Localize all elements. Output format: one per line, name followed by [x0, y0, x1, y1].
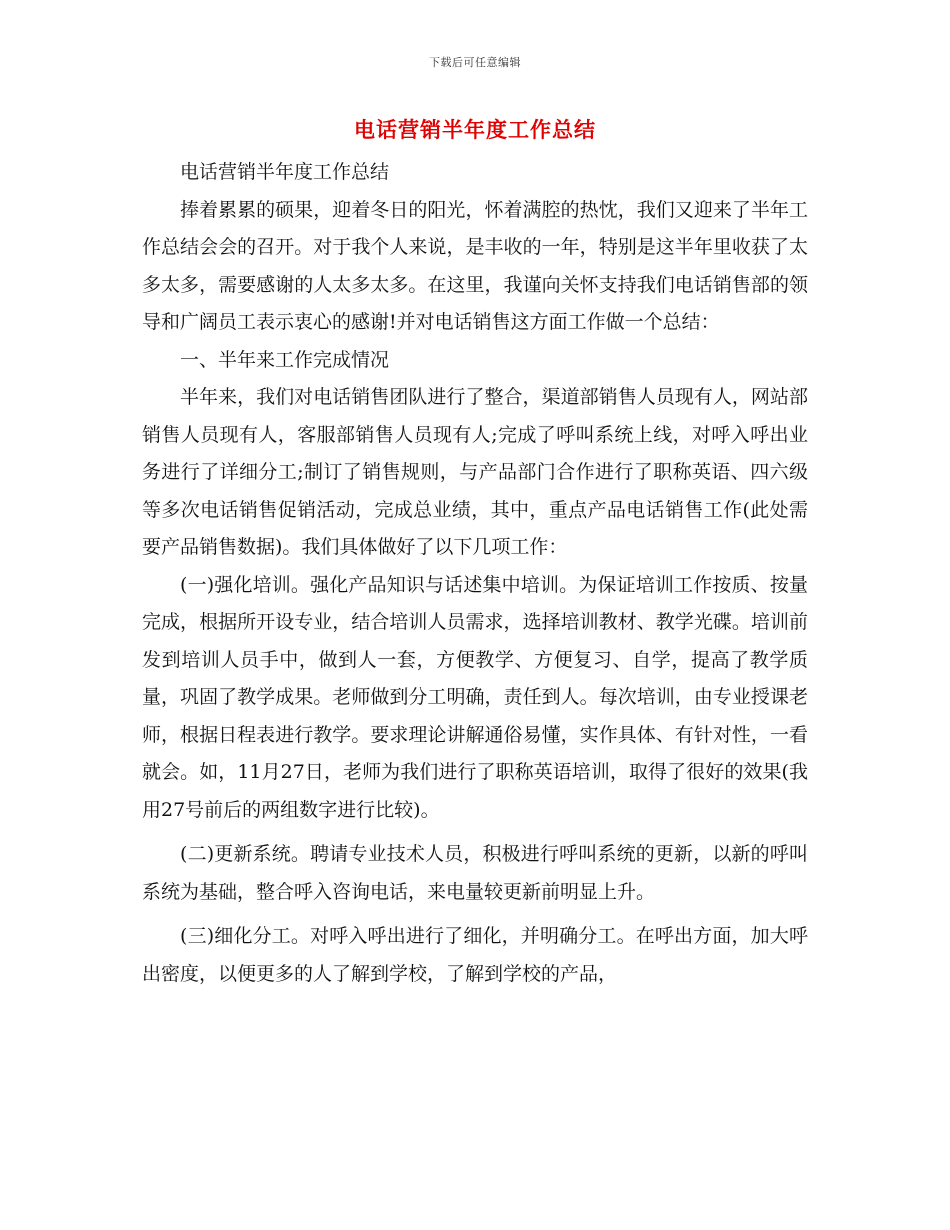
section-heading-1: 一、半年来工作完成情况: [180, 348, 390, 371]
header-note: 下载后可任意编辑: [429, 56, 521, 69]
paragraph-training: (一)强化培训。强化产品知识与话述集中培训。为保证培训工作按质、按量完成，根据所开设专业，结合培训人员需求，选择培训教材、教学光碟。培训前发到培训人员手中，做到人一套，方便教学、方便复习、自学，提高了教学质量，巩固了教学成果。老师做到分工明确，责任到人。每次培训，由专业授课老师，根据日程表进行教学。要求理论讲解通俗易懂，实作具体、有针对性，一看就会。如，11月27日，老师为我们进行了职称英语培训，取得了很好的效果(我用27号前后的两组数字进行比较)。: [142, 573, 808, 821]
paragraph-overview: 半年来，我们对电话销售团队进行了整合，渠道部销售人员现有人，网站部销售人员现有人，客服部销售人员现有人;完成了呼叫系统上线，对呼入呼出业务进行了详细分工;制订了销售规则，与产品部门合作进行了职称英语、四六级等多次电话销售促销活动，完成总业绩，其中，重点产品电话销售工作(此处需要产品销售数据)。我们具体做好了以下几项工作：: [142, 386, 808, 558]
document-title: 电话营销半年度工作总结: [354, 117, 596, 142]
paragraph-system-update: (二)更新系统。聘请专业技术人员，积极进行呼叫系统的更新，以新的呼叫系统为基础，整合呼入咨询电话，来电量较更新前明显上升。: [142, 843, 808, 903]
paragraph-subtitle: 电话营销半年度工作总结: [180, 161, 390, 183]
paragraph-intro: 捧着累累的硕果，迎着冬日的阳光，怀着满腔的热忱，我们又迎来了半年工作总结会会的召开。对于我个人来说，是丰收的一年，特别是这半年里收获了太多太多，需要感谢的人太多太多。在这里，我谨向关怀支持我们电话销售部的领导和广阔员工表示衷心的感谢!并对电话销售这方面工作做一个总结：: [142, 198, 808, 333]
document-body: [142, 154, 808, 993]
paragraph-division-of-work: (三)细化分工。对呼入呼出进行了细化，并明确分工。在呼出方面，加大呼出密度，以便更多的人了解到学校，了解到学校的产品，: [142, 925, 808, 985]
